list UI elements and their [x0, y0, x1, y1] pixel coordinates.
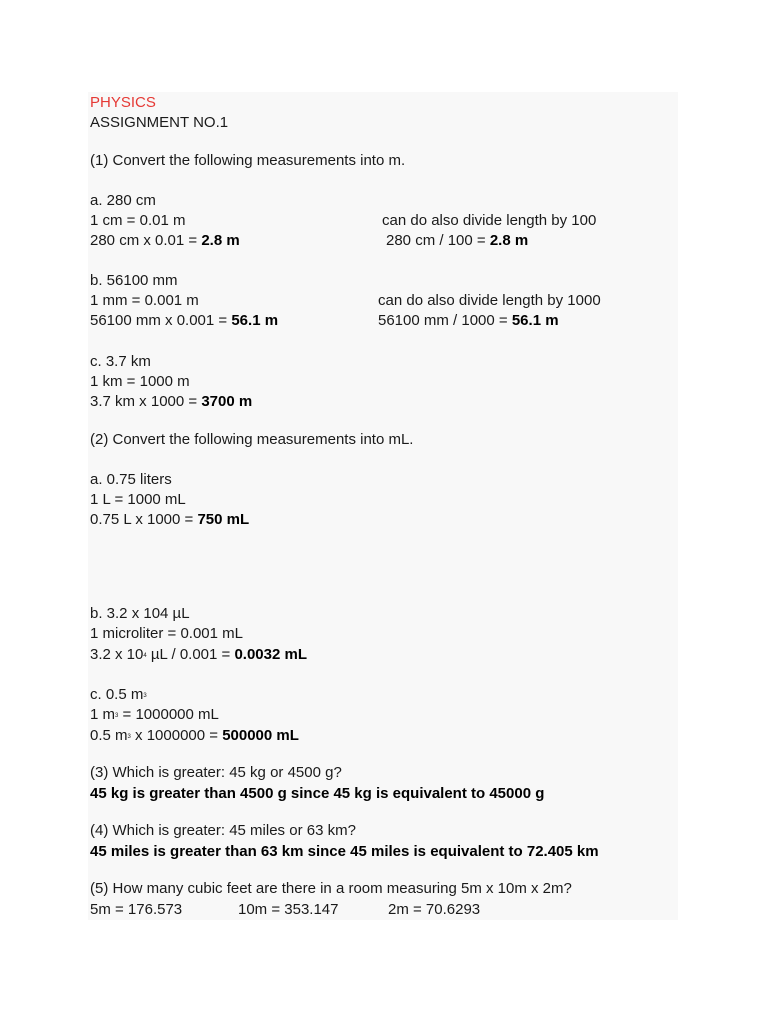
q1a-answer: 2.8 m — [201, 232, 240, 249]
q2c-calc: 0.5 $m^3$ x 1000000 = 500000 mL — [90, 727, 299, 744]
q2a-title: a. 0.75 liters — [90, 471, 172, 488]
q3-prompt: (3) Which is greater: 45 kg or 4500 g? — [90, 764, 342, 781]
q2a-calc: 0.75 L x 1000 = 750 mL — [90, 511, 250, 528]
q2a-answer: 750 mL — [197, 511, 250, 528]
q2c-rule: 1 $m^3 = 1000000$ mL — [90, 706, 219, 723]
q1b-title: b. 56100 mm — [90, 272, 178, 289]
superscript: 3 — [143, 693, 147, 699]
q5-conv-10m: 10m = 353.147 — [238, 901, 339, 918]
q5-conv-2m: 2m = 70.6293 — [388, 901, 481, 918]
superscript: 4 — [143, 653, 147, 659]
q2b-title: b. 3.2 x 104 µL — [90, 605, 190, 622]
q1b-alt-calc: 56100 mm / 1000 = 56.1 m — [378, 312, 559, 329]
q2b-rule: 1 microliter = 0.001 mL — [90, 625, 243, 642]
q2b-calc: 3.2 x $10^4$ µL / 0.001 = 0.0032 mL — [90, 646, 307, 663]
q1a-rule: 1 cm = 0.01 m — [90, 212, 186, 229]
q1c-calc: 3.7 km x 1000 = 3700 m — [90, 393, 253, 410]
q1a-calc: 280 cm x 0.01 = 2.8 m — [90, 232, 240, 249]
q2c-answer: 500000 mL — [222, 727, 299, 744]
q1b-calc: 56100 mm x 0.001 = 56.1 m — [90, 312, 279, 329]
q2a-rule: 1 L = 1000 mL — [90, 491, 186, 508]
q1a-alt-answer: 2.8 m — [489, 232, 529, 249]
q5-prompt: (5) How many cubic feet are there in a room measuring 5m x 10m x 2m? — [90, 880, 572, 897]
q1b-rule: 1 mm = 0.001 m — [90, 292, 199, 309]
superscript: 3 — [115, 713, 119, 719]
q4-prompt: (4) Which is greater: 45 miles or 63 km? — [90, 822, 356, 839]
q1b-alt-answer: 56.1 m — [511, 312, 559, 329]
subject-title: PHYSICS — [90, 94, 156, 111]
q1a-alt-calc: 280 cm / 100 = 2.8 m — [386, 232, 529, 249]
q4-answer: 45 miles is greater than 63 km since 45 miles is equivalent to 72.405 km — [90, 843, 599, 860]
q1b-alt-note: can do also divide length by 1000 — [378, 292, 601, 309]
assignment-title: ASSIGNMENT NO.1 — [90, 114, 229, 131]
q1b-answer: 56.1 m — [231, 312, 279, 329]
document-page — [88, 92, 678, 920]
q2c-title: c. 0.5 $m^3$ — [90, 686, 147, 703]
q1c-rule: 1 km = 1000 m — [90, 373, 190, 390]
q1-prompt: (1) Convert the following measurements into m. — [90, 152, 406, 169]
q1c-title: c. 3.7 km — [90, 353, 151, 370]
q2b-answer: 0.0032 mL — [234, 646, 307, 663]
q2-prompt: (2) Convert the following measurements into mL. — [90, 431, 414, 448]
superscript: 3 — [127, 734, 131, 740]
q1a-title: a. 280 cm — [90, 192, 156, 209]
q5-conv-5m: 5m = 176.573 — [90, 901, 183, 918]
q1c-answer: 3700 m — [201, 393, 253, 410]
q3-answer: 45 kg is greater than 4500 g since 45 kg is equivalent to 45000 g — [90, 785, 545, 802]
q1a-alt-note: can do also divide length by 100 — [382, 212, 597, 229]
